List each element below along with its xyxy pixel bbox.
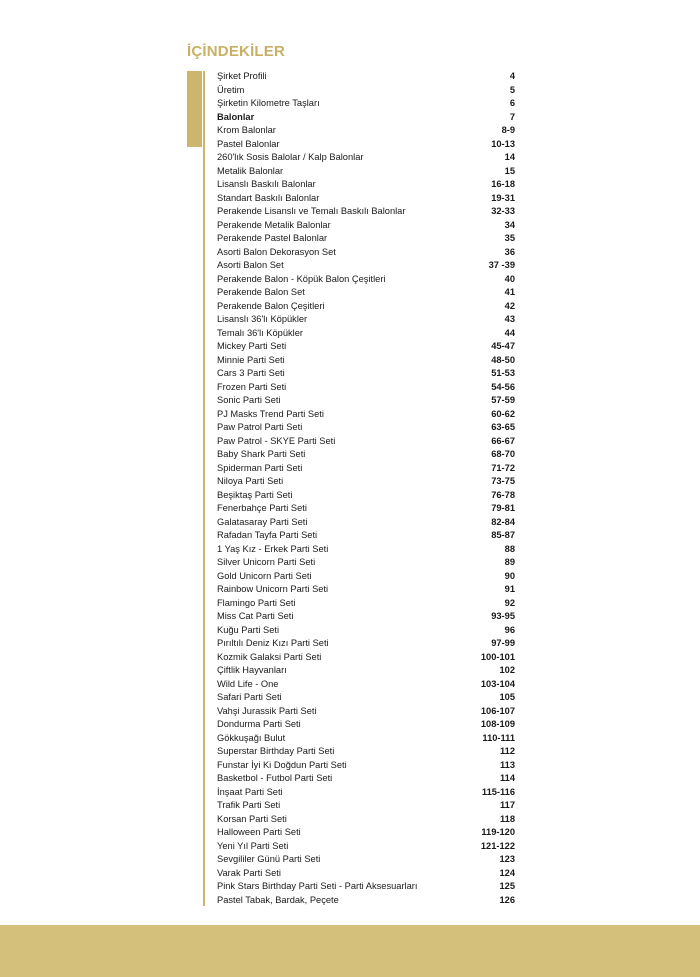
toc-entry-page: 121-122: [480, 840, 515, 851]
toc-entry: [217, 624, 515, 638]
toc-entry: [217, 340, 515, 354]
toc-entry-page: 105: [499, 692, 515, 702]
toc-entry: [217, 705, 515, 719]
toc-entry-page: 97-99: [491, 638, 515, 648]
toc-entry: [217, 583, 515, 597]
toc-entry-page: 125: [499, 881, 515, 891]
toc-entry-label: Pastel Tabak, Bardak, Peçete: [217, 894, 339, 905]
toc-entry: [217, 880, 515, 894]
toc-entry-label: 1 Yaş Kız - Erkek Parti Seti: [217, 543, 329, 554]
toc-entry: [217, 799, 515, 813]
toc-entry-page: 41: [504, 287, 515, 297]
toc-entry-label: Pink Stars Birthday Parti Seti - Parti Aksesuarları: [217, 881, 418, 891]
toc-entry: [217, 435, 515, 449]
toc-entry-page: 117: [500, 800, 515, 810]
toc-entry: [217, 637, 515, 651]
toc-entry-label: Trafik Parti Seti: [217, 800, 281, 810]
toc-entry-page: 118: [500, 813, 515, 824]
toc-entry-page: 88: [504, 543, 515, 554]
toc-entry: [217, 151, 515, 165]
toc-entry-label: Wild Life - One: [217, 678, 279, 689]
toc-entry: [217, 678, 515, 692]
toc-entry-label: Temalı 36'lı Köpükler: [217, 327, 304, 338]
toc-entry: [217, 840, 515, 854]
toc-entry-page: 37 -39: [488, 260, 515, 270]
toc-entry-page: 100-101: [480, 651, 515, 662]
toc-entry-page: 51-53: [491, 368, 515, 378]
toc-entry-label: Korsan Parti Seti: [217, 813, 287, 824]
toc-entry: [217, 408, 515, 422]
toc-entry-page: 34: [504, 219, 515, 230]
toc-entry-label: Paw Patrol Parti Seti: [217, 422, 303, 432]
toc-entry-page: 19-31: [491, 192, 515, 203]
toc-entry: [217, 327, 515, 341]
toc-entry-page: 126: [499, 894, 515, 905]
toc-entry: [217, 84, 515, 98]
toc-entry-label: Pırıltılı Deniz Kızı Parti Seti: [217, 638, 329, 648]
toc-entry: [217, 165, 515, 179]
toc-entry: [217, 313, 515, 327]
toc-entry-label: Paw Patrol - SKYE Parti Seti: [217, 435, 336, 446]
toc-entry-page: 15: [504, 165, 515, 176]
toc-entry-page: 16-18: [491, 179, 515, 189]
toc-entry: [217, 394, 515, 408]
accent-bar: [187, 71, 202, 147]
toc-entry: [217, 97, 515, 111]
toc-entry: [217, 111, 515, 125]
toc-entry-label: Safari Parti Seti: [217, 692, 282, 702]
toc-entry: [217, 367, 515, 381]
toc-entry-label: Dondurma Parti Seti: [217, 719, 301, 729]
toc-entry: [217, 124, 515, 138]
toc-entry-page: 79-81: [491, 503, 515, 513]
toc-entry-page: 103-104: [480, 678, 515, 689]
toc-entry-label: Vahşi Jurassik Parti Seti: [217, 705, 317, 716]
toc-entry-page: 45-47: [491, 341, 515, 351]
toc-entry-page: 68-70: [491, 449, 515, 459]
toc-entry-label: Kozmik Galaksi Parti Seti: [217, 651, 322, 662]
toc-entry-label: Asorti Balon Dekorasyon Set: [217, 246, 336, 257]
toc-entry-label: Gökkuşağı Bulut: [217, 732, 286, 743]
toc-entry-label: Minnie Parti Seti: [217, 354, 285, 365]
toc-entry-page: 73-75: [491, 476, 515, 486]
toc-entry-page: 42: [504, 300, 515, 311]
toc-entry-page: 4: [509, 71, 515, 81]
toc-entry-page: 35: [504, 233, 515, 243]
toc-entry: [217, 246, 515, 260]
toc-entry: [217, 651, 515, 665]
toc-entry: [217, 354, 515, 368]
toc-entry-page: 8-9: [501, 125, 515, 135]
toc-entry: [217, 718, 515, 732]
toc-entry-page: 54-56: [491, 381, 515, 392]
toc-title: İÇİNDEKİLER: [187, 43, 286, 60]
toc-entry-label: Krom Balonlar: [217, 125, 276, 135]
toc-entry-page: 6: [509, 98, 515, 108]
toc-entry: [217, 529, 515, 543]
toc-entry-label: Mickey Parti Seti: [217, 341, 287, 351]
toc-entry-page: 43: [504, 314, 515, 324]
toc-entry: [217, 610, 515, 624]
toc-entry: [217, 205, 515, 219]
toc-entry: [217, 502, 515, 516]
toc-entry: [217, 597, 515, 611]
toc-entry-label: Funstar İyi Ki Doğdun Parti Seti: [217, 759, 347, 770]
toc-entry: [217, 664, 515, 678]
toc-entry: [217, 381, 515, 395]
toc-entry-page: 14: [504, 152, 515, 162]
toc-entry-page: 110-111: [482, 732, 515, 743]
toc-entry-label: Üretim: [217, 84, 245, 95]
toc-entry: [217, 219, 515, 233]
toc-entry-page: 10-13: [491, 138, 515, 149]
toc-entry: [217, 178, 515, 192]
toc-entry-label: Rafadan Tayfa Parti Seti: [217, 530, 318, 540]
toc-entry-page: 71-72: [491, 462, 515, 473]
toc-entry-page: 40: [504, 273, 515, 284]
toc-entry-page: 48-50: [491, 354, 515, 365]
toc-entry-label: Varak Parti Seti: [217, 867, 281, 878]
toc-entry-label: Kuğu Parti Seti: [217, 624, 280, 635]
toc-entry-page: 123: [499, 854, 515, 864]
toc-entry: [217, 192, 515, 206]
toc-entry-page: 108-109: [480, 719, 515, 729]
toc-entry-label: Asorti Balon Set: [217, 260, 284, 270]
toc-entry: [217, 786, 515, 800]
toc-entry-page: 93-95: [491, 611, 515, 621]
toc-entry-page: 32-33: [491, 206, 515, 216]
toc-entry-page: 44: [504, 327, 515, 338]
toc-entry: [217, 138, 515, 152]
toc-entry-page: 115-116: [481, 786, 515, 797]
toc-entry-page: 112: [500, 746, 515, 756]
toc-entry: [217, 759, 515, 773]
toc-entry-page: 66-67: [491, 435, 515, 446]
toc-entry-label: Perakende Balon Çeşitleri: [217, 300, 325, 311]
toc-entry: [217, 556, 515, 570]
toc-entry-label: Rainbow Unicorn Parti Seti: [217, 584, 329, 594]
toc-entry: [217, 286, 515, 300]
toc-entry: [217, 853, 515, 867]
toc-entry: [217, 867, 515, 881]
toc-entry-label: Lisanslı Baskılı Balonlar: [217, 179, 316, 189]
toc-entry-label: Yeni Yıl Parti Seti: [217, 840, 289, 851]
toc-entry-page: 89: [504, 557, 515, 567]
toc-entry: [217, 232, 515, 246]
toc-entry-page: 90: [504, 570, 515, 581]
toc-entry: [217, 826, 515, 840]
toc-entry-page: 85-87: [491, 530, 515, 540]
toc-entry-label: Baby Shark Parti Seti: [217, 449, 306, 459]
toc-entry: [217, 543, 515, 557]
toc-entry-label: Spiderman Parti Seti: [217, 462, 303, 473]
toc-entry-label: Metalik Balonlar: [217, 165, 284, 176]
toc-entry-label: Sonic Parti Seti: [217, 395, 281, 405]
toc-entry: [217, 259, 515, 273]
toc-entry-label: İnşaat Parti Seti: [217, 786, 283, 797]
toc-entry-page: 36: [504, 246, 515, 257]
toc-entry-page: 63-65: [491, 422, 515, 432]
toc-entry-label: Pastel Balonlar: [217, 138, 280, 149]
accent-line: [203, 71, 205, 906]
toc-entry-label: PJ Masks Trend Parti Seti: [217, 408, 324, 419]
toc-entry-label: Cars 3 Parti Seti: [217, 368, 285, 378]
toc-entry: [217, 448, 515, 462]
toc-entry-label: Halloween Parti Seti: [217, 827, 301, 837]
toc-entry-label: 260'lık Sosis Balolar / Kalp Balonlar: [217, 152, 364, 162]
toc-entry: [217, 462, 515, 476]
toc-entry-page: 82-84: [491, 516, 515, 527]
toc-entry: [217, 691, 515, 705]
toc-entry-label: Balonlar: [217, 111, 255, 122]
toc-entry-label: Frozen Parti Seti: [217, 381, 287, 392]
toc-entry-label: Superstar Birthday Parti Seti: [217, 746, 335, 756]
toc-entry-page: 60-62: [491, 408, 515, 419]
toc-entry-label: Flamingo Parti Seti: [217, 597, 296, 608]
toc-entry-label: Gold Unicorn Parti Seti: [217, 570, 312, 581]
toc-entry: [217, 516, 515, 530]
toc-entry-label: Niloya Parti Seti: [217, 476, 284, 486]
toc-entry-page: 91: [504, 584, 515, 594]
toc-entry-label: Perakende Balon - Köpük Balon Çeşitleri: [217, 273, 386, 284]
toc-entry: [217, 732, 515, 746]
toc-entry-page: 113: [500, 759, 515, 770]
toc-entry-page: 57-59: [491, 395, 515, 405]
toc-entry: [217, 813, 515, 827]
toc-entry-page: 7: [509, 111, 515, 122]
toc-entry-page: 106-107: [480, 705, 515, 716]
toc-entry: [217, 894, 515, 908]
toc-entry-page: 119-120: [481, 827, 515, 837]
toc-entry: [217, 745, 515, 759]
toc-entry-page: 5: [509, 84, 515, 95]
toc-entry-label: Şirketin Kilometre Taşları: [217, 98, 320, 108]
toc-entry-label: Perakende Metalik Balonlar: [217, 219, 331, 230]
toc-entry-label: Miss Cat Parti Seti: [217, 611, 294, 621]
toc-entry-page: 96: [504, 624, 515, 635]
toc-entry-label: Lisanslı 36'lı Köpükler: [217, 314, 308, 324]
toc-entry-label: Basketbol - Futbol Parti Seti: [217, 773, 333, 783]
toc-entry: [217, 570, 515, 584]
toc-entry-label: Çiftlik Hayvanları: [217, 665, 287, 675]
toc-entry-label: Beşiktaş Parti Seti: [217, 489, 293, 500]
toc-entry-label: Silver Unicorn Parti Seti: [217, 557, 316, 567]
toc-entry-page: 102: [499, 665, 515, 675]
toc-entry: [217, 421, 515, 435]
footer-band: [0, 925, 700, 977]
toc-entry-page: 92: [504, 597, 515, 608]
toc-entry-label: Perakende Lisanslı ve Temalı Baskılı Balonlar: [217, 206, 406, 216]
toc-entry-label: Galatasaray Parti Seti: [217, 516, 308, 527]
toc-entry-label: Perakende Balon Set: [217, 287, 305, 297]
toc-entry: [217, 70, 515, 84]
toc-entry: [217, 489, 515, 503]
toc-entry-page: 76-78: [491, 489, 515, 500]
toc-entry: [217, 273, 515, 287]
toc-entry-page: 114: [500, 773, 515, 783]
toc-entry: [217, 772, 515, 786]
toc-entry-label: Fenerbahçe Parti Seti: [217, 503, 307, 513]
toc-entry-label: Standart Baskılı Balonlar: [217, 192, 320, 203]
toc-list: [217, 70, 515, 907]
toc-entry: [217, 300, 515, 314]
toc-entry-page: 124: [499, 867, 515, 878]
toc-entry-label: Sevgililer Günü Parti Seti: [217, 854, 321, 864]
toc-entry: [217, 475, 515, 489]
toc-entry-label: Şirket Profili: [217, 71, 267, 81]
toc-entry-label: Perakende Pastel Balonlar: [217, 233, 328, 243]
